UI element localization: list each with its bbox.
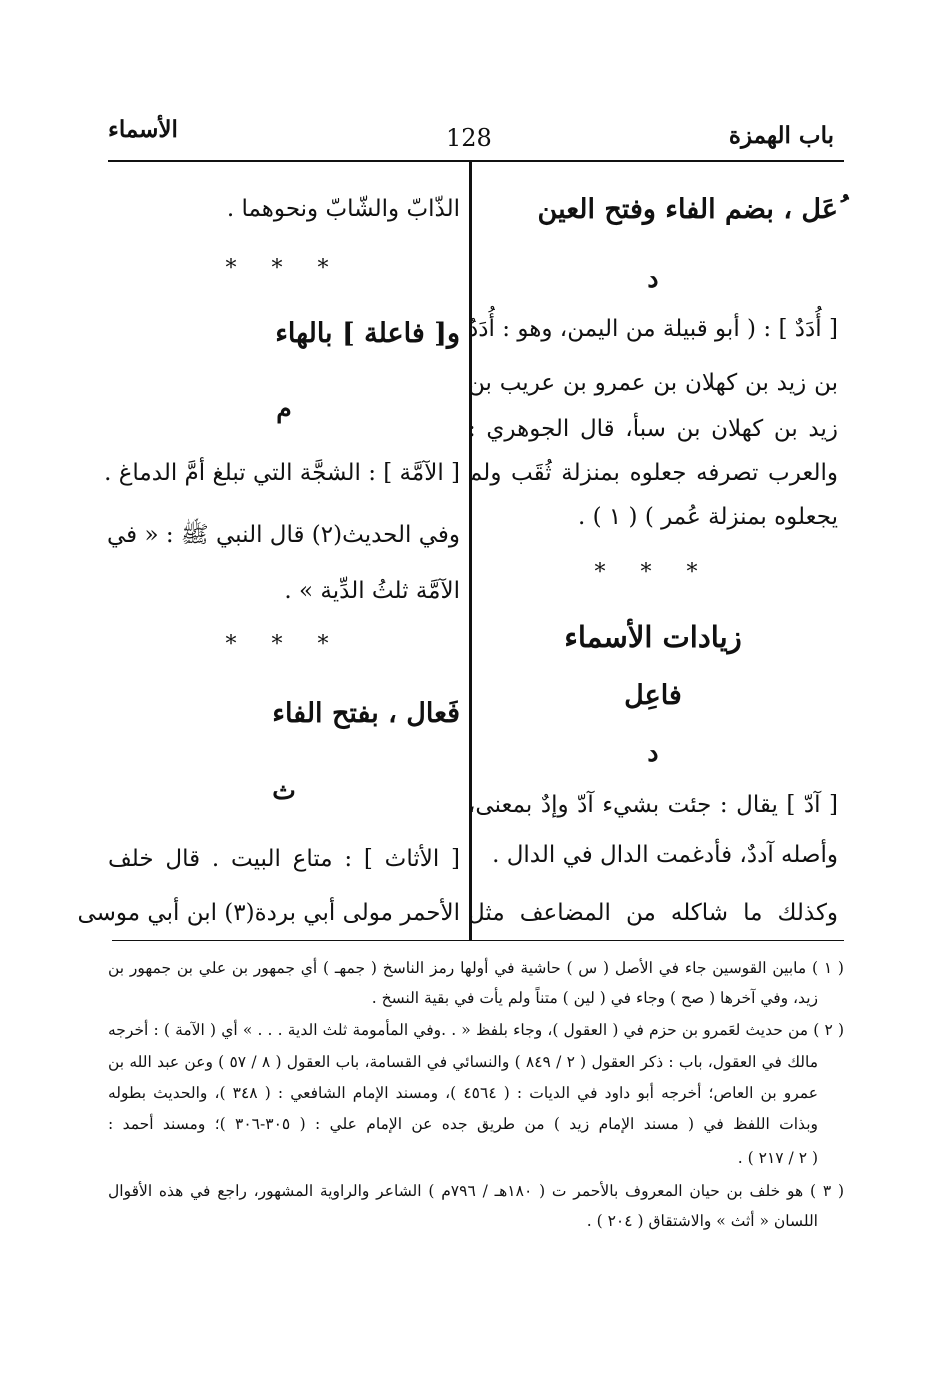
entry-line: زيد بن كهلان بن سبأ، قال الجوهري : (468, 416, 838, 442)
entry-pattern-heading: فاعِل (624, 680, 682, 711)
entry-line: [ الأثاث ] : متاع البيت . قال خلف (108, 846, 460, 872)
letter-heading: د (647, 738, 659, 767)
entry-line: الأحمر مولى أبي بردة(٣) ابن أبي موسى (77, 900, 460, 926)
footnote-line: عمرو بن العاص؛ أخرجه أبو داود في الديات : ( ٤٥٦٤ )، ومسند الإمام الشافعي : ( ٣٤٨ )، والحديث بطوله (108, 1084, 818, 1102)
letter-heading: د (647, 264, 659, 293)
entry-line: [ آدّ ] يقال : جئت بشيء آدّ وإدٌ بمعنى، (468, 792, 838, 818)
footnote-line: وبذات اللفظ في ( مسند الإمام زيد ) من طريق جده عن الإمام علي : ( ٣٠٥-٣٠٦ )؛ ومسند أحمد : (108, 1115, 818, 1133)
letter-heading: ث (272, 776, 296, 805)
entry-pattern-heading: ُعَل ، بضم الفاء وفتح العين (537, 194, 838, 225)
footnote-line: زيد، وفي آخرها ( صح ) وجاء في ( لين ) متناً ولم يأت في بقية النسخ . (371, 989, 818, 1007)
running-header-section: الأسماء (108, 116, 178, 143)
footnote-line: ( ٢ ) من حديث لعَمرو بن حزم في ( العقول )، وجاء بلفظ « . .وفي المأمومة ثلث الدية . . . » أي ( الآمة ) : أخرجه (108, 1021, 844, 1039)
footnote-line: مالك في العقول، باب : ذكر العقول ( ٢ / ٨٤٩ ) والنسائي في القسامة، باب العقول ( ٨ / ٥٧ ) وعن عبد الله بن (108, 1053, 819, 1071)
entry-line: والعرب تصرفه جعلوه بمنزلة ثُقَب ولم (468, 460, 838, 486)
right-column (468, 172, 838, 932)
section-heading: زيادات الأسماء (564, 620, 742, 654)
header-rule (108, 160, 844, 162)
running-header-chapter: باب الهمزة (728, 122, 834, 149)
entry-line: [ أُدَدٌ ] : ( أبو قبيلة من اليمن، وهو : أُدَدُ (468, 316, 838, 342)
entry-line: وكذلك ما شاكله من المضاعف مثل (468, 900, 838, 926)
entry-line: وفي الحديث(٢) قال النبي ﷺ : « في (107, 522, 460, 548)
entry-line: [ الآمَّة ] : الشجَّة التي تبلغ أمَّ الدماغ . (104, 460, 460, 486)
footnote-line: ( ٢ / ٢١٧ ) . (737, 1149, 818, 1167)
entry-pattern-heading: و[ فاعلة ] بالهاء (275, 318, 460, 349)
section-separator: * * * (594, 560, 712, 585)
section-separator: * * * (225, 256, 343, 281)
section-separator: * * * (225, 632, 343, 657)
footnote-rule (112, 940, 844, 941)
entry-line: يجعلوه بمنزلة عُمر ) ( ١ ) . (577, 504, 838, 530)
entry-line: وأصله آددٌ، فأدغمت الدال في الدال . (492, 842, 838, 868)
entry-line: الذّابّ والشّابّ ونحوهما . (226, 196, 460, 222)
letter-heading: م (276, 394, 292, 423)
entry-pattern-heading: فَعال ، بفتح الفاء (272, 698, 460, 729)
entry-line: الآمَّة ثلثُ الدِّية » . (284, 578, 460, 604)
entry-line: بن زيد بن كهلان بن عمرو بن عريب بن (468, 370, 838, 396)
footnote-line: اللسان « أثث » والاشتقاق ( ٢٠٤ ) . (586, 1212, 818, 1230)
footnote-line: ( ١ ) مابين القوسين جاء في الأصل ( س ) حاشية في أولها رمز الناسخ ( جمهـ ) أي جمهور بن علي بن جمهور بن (108, 959, 844, 977)
page-number: 128 (446, 124, 492, 152)
left-column (77, 172, 460, 932)
footnote-line: ( ٣ ) هو خلف بن حيان المعروف بالأحمر ت ( ١٨٠هـ / ٧٩٦م ) الشاعر والراوية المشهور، راجع في هذه الأقوال (108, 1182, 844, 1200)
